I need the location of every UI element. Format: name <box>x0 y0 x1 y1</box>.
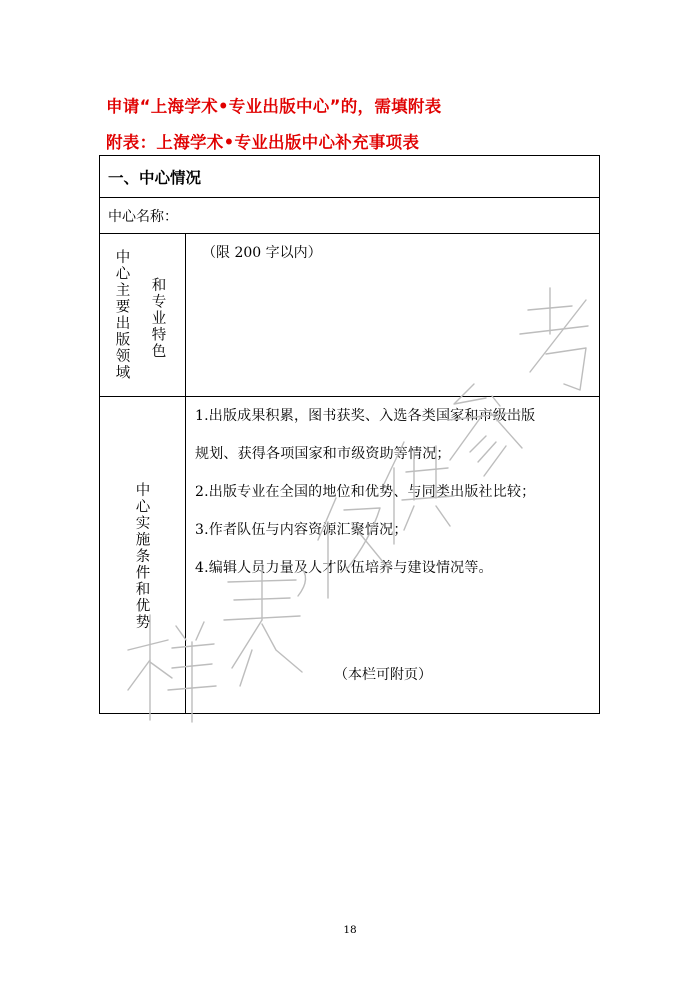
section-title-center-info: 一、中心情况 <box>100 156 600 198</box>
watermark-text: 样表，仅供参考 <box>0 0 7 1</box>
center-name-field[interactable] <box>100 198 600 234</box>
features-input-area[interactable] <box>186 234 600 397</box>
word-limit-note: （限 200 字以内） <box>202 245 322 261</box>
conditions-item: 4.编辑人员力量及人才队伍培养与建设情况等。 <box>195 560 493 576</box>
features-label-cell <box>100 234 186 397</box>
center-name-label: 中心名称： <box>108 208 178 225</box>
supplementary-form-table <box>99 155 600 714</box>
page-number: 18 <box>343 924 357 936</box>
features-label-sub: 和专业特色 <box>149 277 166 360</box>
attach-page-note: （本栏可附页） <box>334 667 432 683</box>
conditions-label: 中心实施条件和优势 <box>133 482 150 631</box>
conditions-label-cell <box>100 397 186 714</box>
appendix-table-title: 附表：上海学术•专业出版中心补充事项表 <box>106 133 420 152</box>
conditions-item: 2.出版专业在全国的地位和优势、与同类出版社比较； <box>195 484 536 500</box>
conditions-item: 3.作者队伍与内容资源汇聚情况； <box>195 522 408 538</box>
conditions-item: 1.出版成果积累，图书获奖、入选各类国家和市级出版 <box>195 408 536 424</box>
features-label-main: 中心主要出版领域 <box>113 249 130 381</box>
conditions-item: 规划、获得各项国家和市级资助等情况； <box>195 446 451 462</box>
conditions-input-area[interactable] <box>186 397 600 714</box>
notice-line-apply: 申请“上海学术•专业出版中心”的，需填附表 <box>106 97 442 116</box>
